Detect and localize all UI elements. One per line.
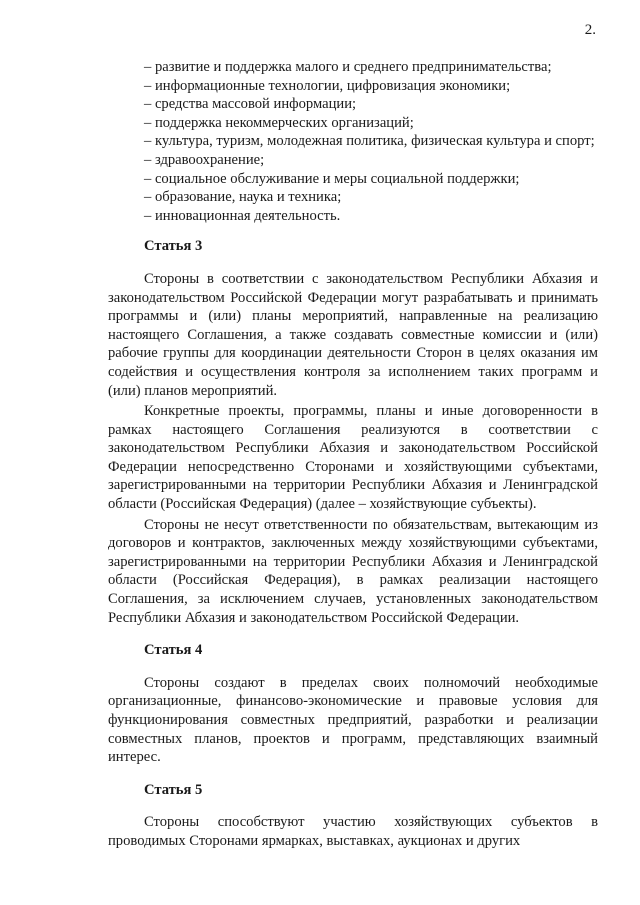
list-item: – развитие и поддержка малого и среднего предпринимательства; [144,59,552,75]
article-5-heading: Статья 5 [144,781,203,798]
article-3-heading: Статья 3 [144,238,203,255]
list-item: – здравоохранение; [144,151,265,168]
page-number: 2. [584,22,596,38]
list-item: – поддержка некоммерческих организаций; [144,114,414,131]
article-4-paragraph: Стороны создают в пределах своих полномочий необходимые организационные, финансово-экономические и правовые условия для функционирования совместных предприятий, разработки и реализации совместных планов, проектов и программ, представляющих взаимный интерес. [108,674,598,766]
article-3-paragraph: Конкретные проекты, программы, планы и иные договоренности в рамках настоящего Соглашения реализуются в соответствии с законодательством Республики Абхазия и законодательством Российской Федерации непосредственно Сторонами и хозяйствующими субъектами, зарегистрированными на территории Республики Абхазия и Ленинградской области (Российская Федерация) (далее – хозяйствующие субъекты). [108,403,598,513]
list-item: – информационные технологии, цифровизация экономики; [144,77,511,94]
list-item: – инновационная деятельность. [144,207,341,224]
document-body [108,58,598,851]
article-3-paragraph: Стороны не несут ответственности по обязательствам, вытекающим из договоров и контрактов, заключенных между хозяйствующими субъектами, зарегистрированными на территории Республики Абхазия и Ленинградской области (Российская Федерация), в рамках реализации настоящего Соглашения, за исключением случаев, установленных законодательством Республики Абхазия и законодательством Российской Федерации. [108,516,598,626]
list-item: – средства массовой информации; [144,96,357,113]
article-5-paragraph: Стороны способствуют участию хозяйствующих субъектов в проводимых Сторонами ярмарках, выставках, аукционах и других [108,814,598,849]
list-item: – культура, туризм, молодежная политика, физическая культура и спорт; [144,133,595,150]
list-item: – образование, наука и техника; [144,189,342,206]
article-3-paragraph: Стороны в соответствии с законодательством Республики Абхазия и законодательством Российской Федерации могут разрабатывать и принимать программы и (или) планы мероприятий, направленные на реализацию настоящего Соглашения, а также создавать совместные комиссии и (или) рабочие группы для координации деятельности Сторон в целях оказания им содействия и осуществления контроля за исполнением таких программ и (или) планов мероприятий. [108,270,598,399]
article-4-heading: Статья 4 [144,642,203,659]
activity-list [108,58,598,225]
list-item: – социальное обслуживание и меры социальной поддержки; [144,170,520,187]
